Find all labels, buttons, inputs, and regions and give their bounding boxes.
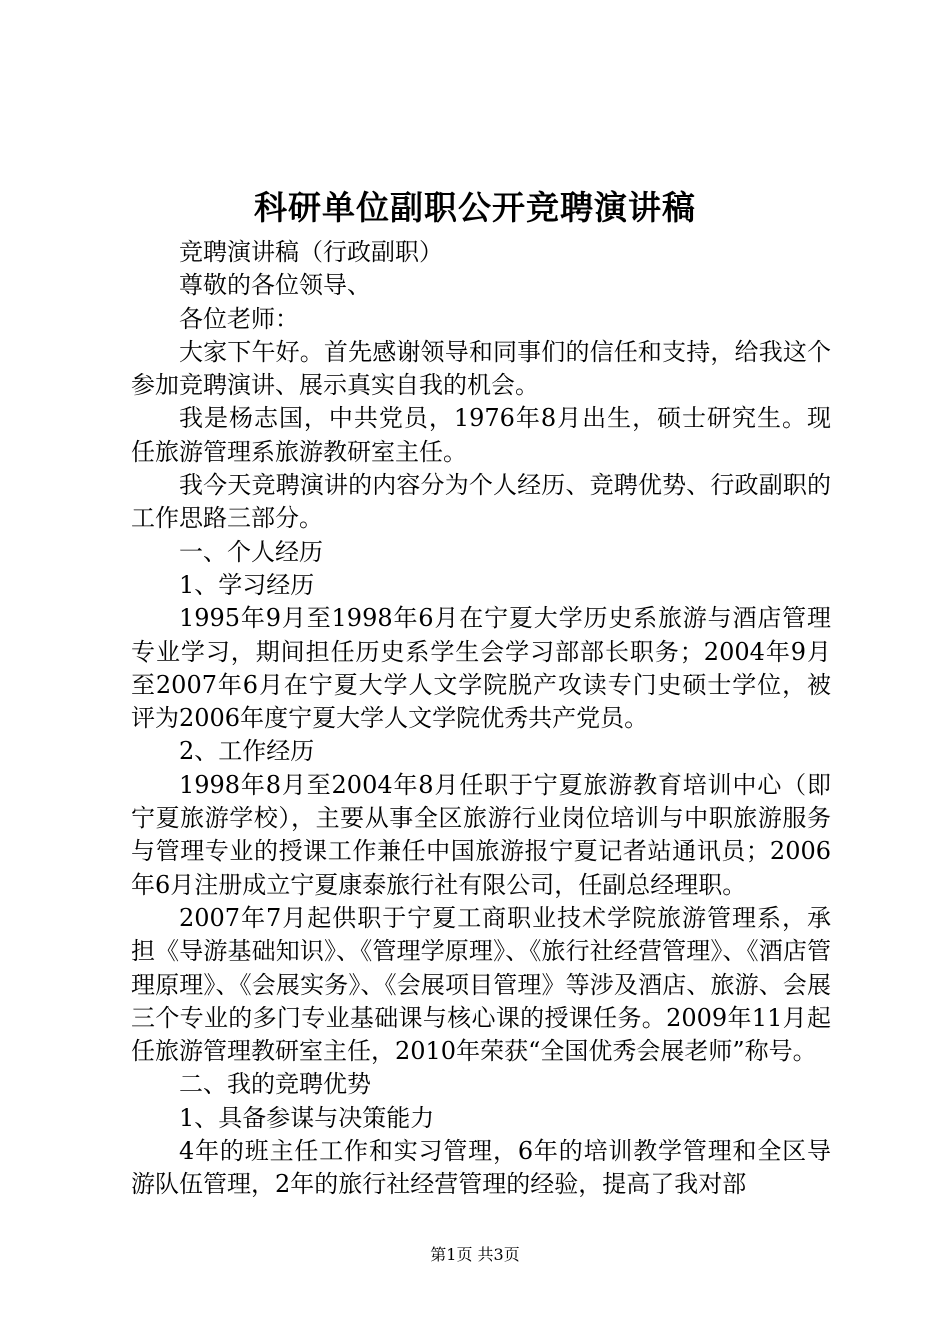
heading-study-experience: 1、学习经历: [179, 570, 315, 599]
paragraph-decision-ability: 4年的班主任工作和实习管理，6年的培训教学管理和全区导游队伍管理，2年的旅行社经营管理的经验，提高了我对部: [131, 1137, 831, 1199]
paragraph-outline: 我今天竞聘演讲的内容分为个人经历、竞聘优势、行政副职的工作思路三部分。: [131, 471, 831, 533]
paragraph-salutation-leaders: 尊敬的各位领导、: [179, 271, 371, 300]
heading-work-experience: 2、工作经历: [179, 737, 315, 766]
heading-advantages: 二、我的竞聘优势: [179, 1070, 371, 1099]
paragraph-salutation-teachers: 各位老师：: [179, 304, 299, 333]
paragraph-subtitle: 竞聘演讲稿（行政副职）: [179, 238, 443, 266]
page-footer: 第1页 共3页: [430, 1245, 520, 1264]
paragraph-study-experience: 1995年9月至1998年6月在宁夏大学历史系旅游与酒店管理专业学习，期间担任历史系学生会学习部部长职务；2004年9月至2007年6月在宁夏大学人文学院脱产攻读专门史硕士学位，被评为2006年度宁夏大学人文学院优秀共产党员。: [131, 604, 831, 733]
paragraph-self-intro: 我是杨志国，中共党员，1976年8月出生，硕士研究生。现任旅游管理系旅游教研室主任。: [131, 404, 831, 466]
paragraph-greeting: 大家下午好。首先感谢领导和同事们的信任和支持，给我这个参加竞聘演讲、展示真实自我的机会。: [131, 337, 831, 400]
heading-decision-ability: 1、具备参谋与决策能力: [179, 1103, 435, 1132]
document-title: 科研单位副职公开竞聘演讲稿: [254, 188, 696, 227]
document-body: [131, 236, 831, 1202]
paragraph-work-experience-1: 1998年8月至2004年8月任职于宁夏旅游教育培训中心（即宁夏旅游学校），主要从事全区旅游行业岗位培训与中职旅游服务与管理专业的授课工作兼任中国旅游报宁夏记者站通讯员；2006年6月注册成立宁夏康泰旅行社有限公司，任副总经理职。: [131, 770, 831, 899]
paragraph-work-experience-2: 2007年7月起供职于宁夏工商职业技术学院旅游管理系，承担《导游基础知识》、《管理学原理》、《旅行社经营管理》、《酒店管理原理》、《会展实务》、《会展项目管理》等涉及酒店、旅游、会展三个专业的多门专业基础课与核心课的授课任务。2009年11月起任旅游管理教研室主任，2010年荣获“全国优秀会展老师”称号。: [131, 903, 831, 1066]
heading-personal-experience: 一、个人经历: [179, 537, 323, 566]
